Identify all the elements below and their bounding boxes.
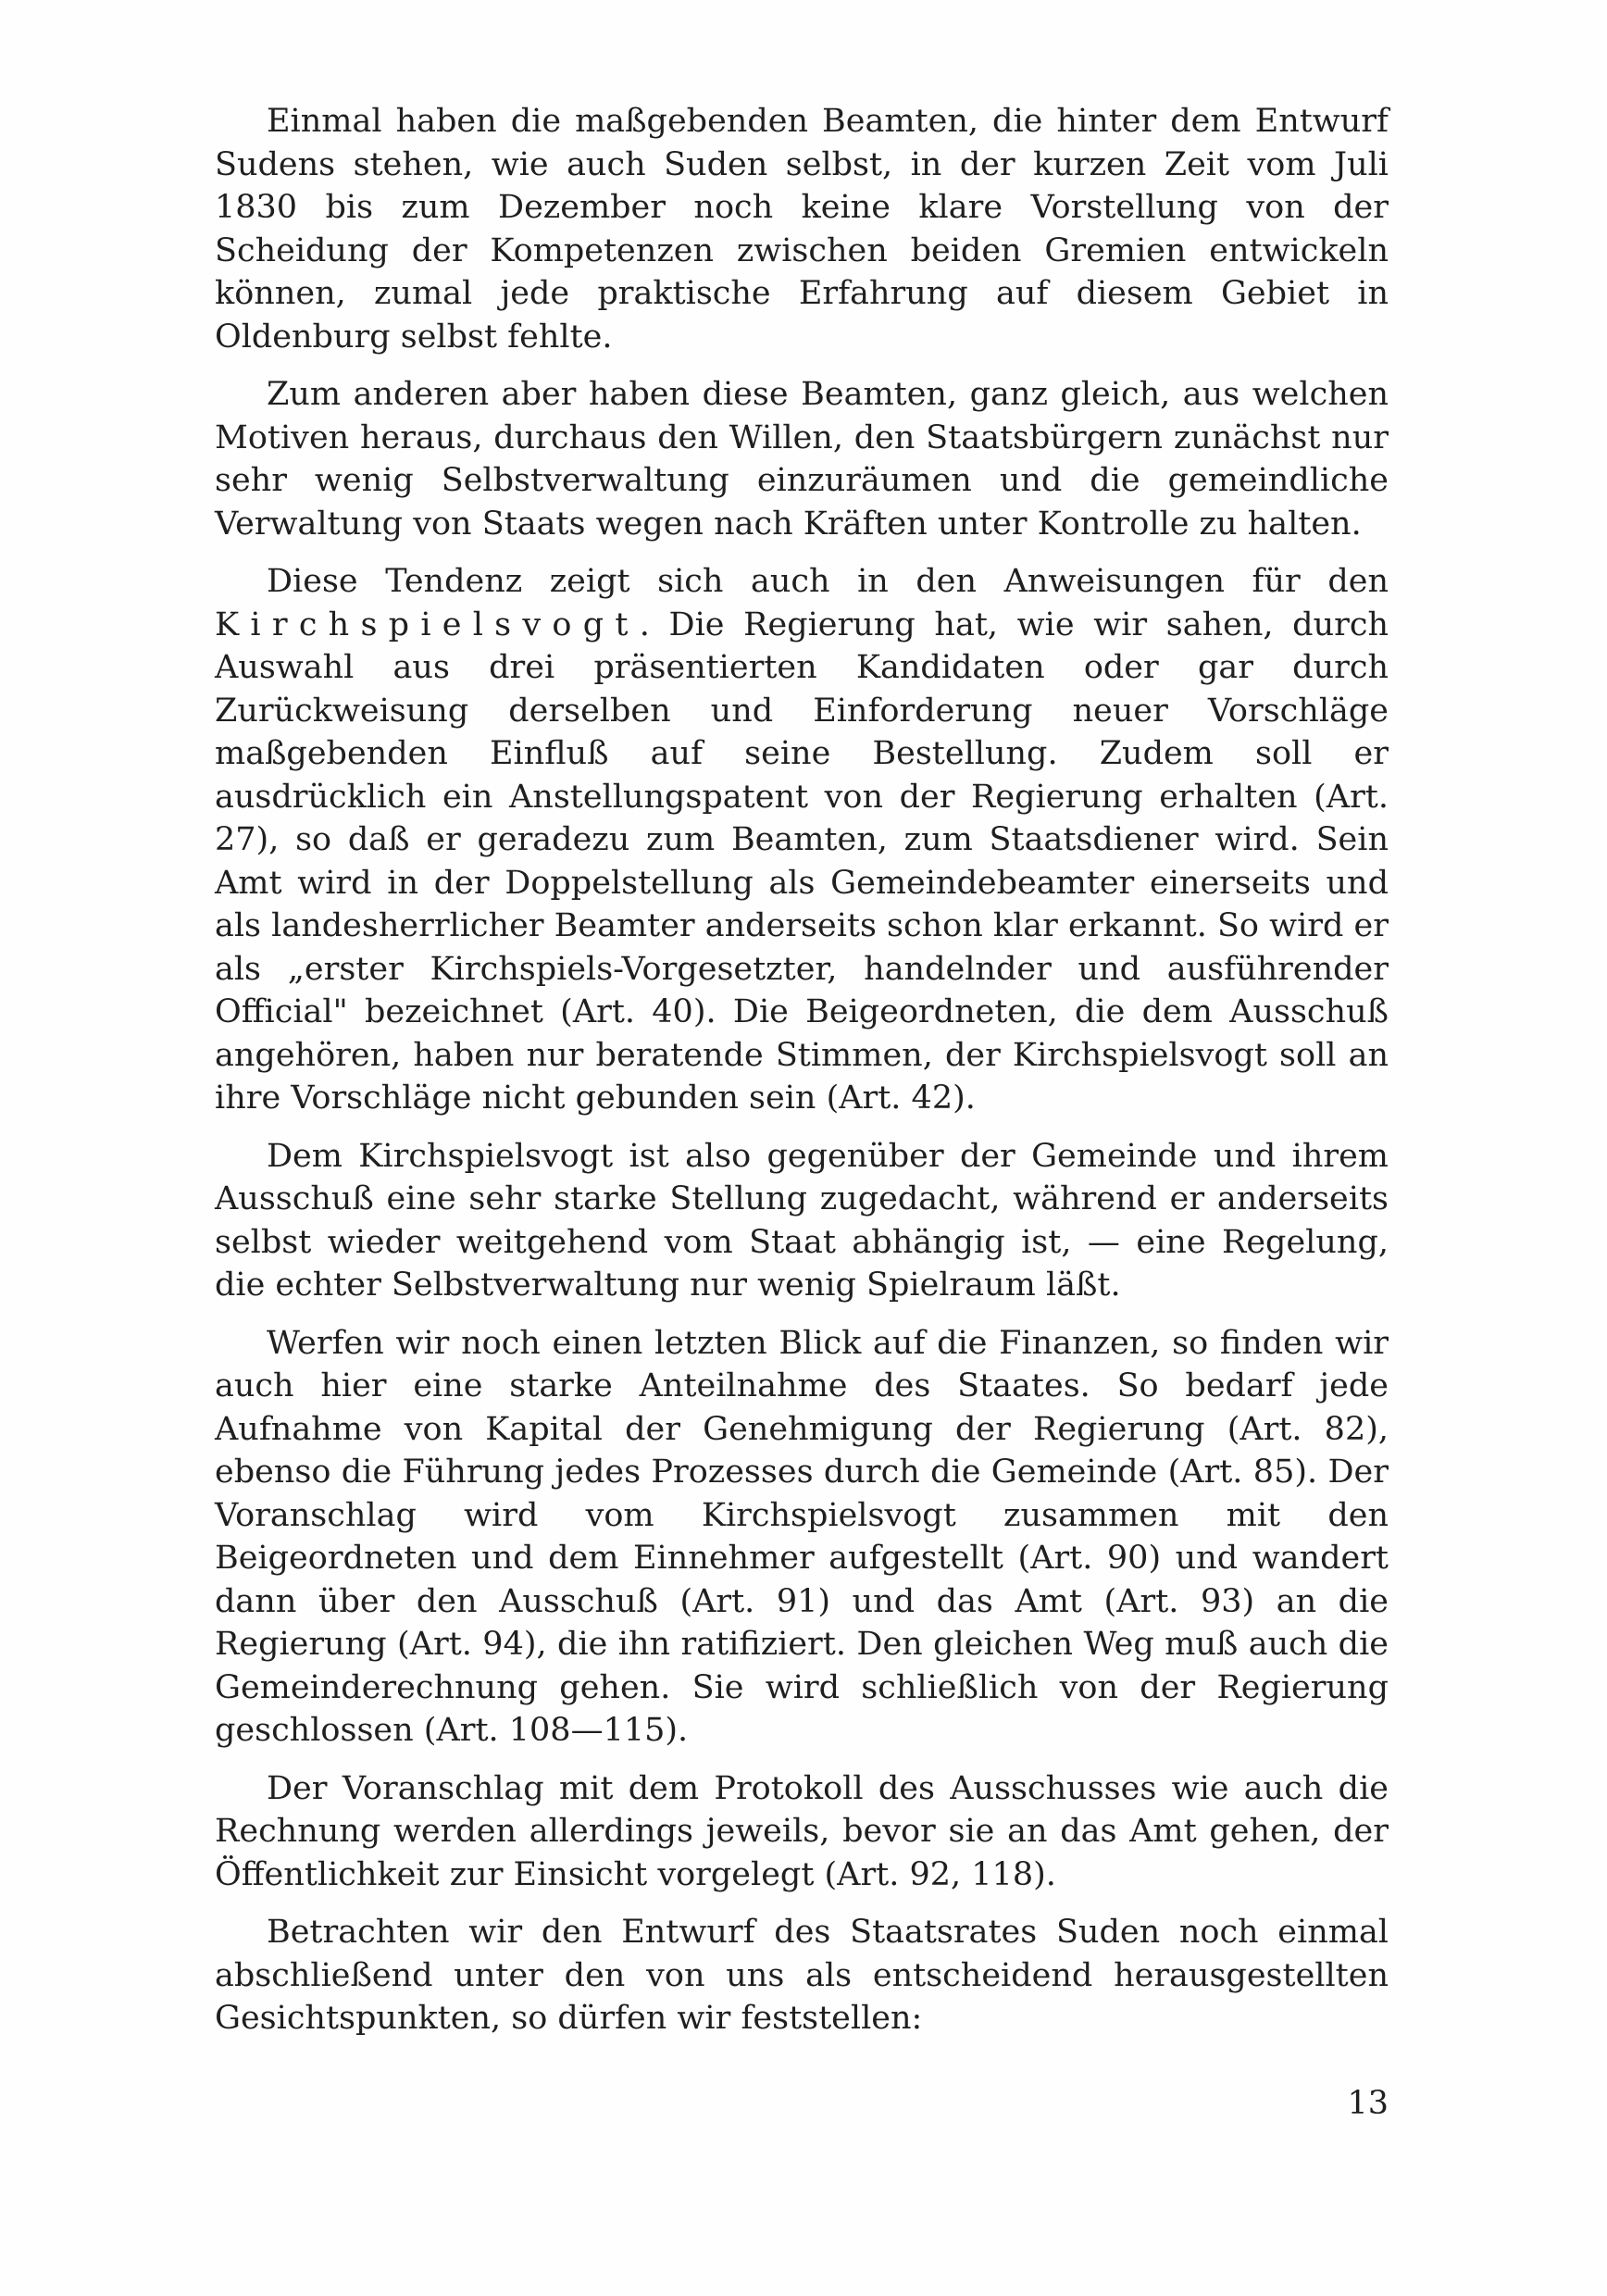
paragraph-3-rest: . Die Regierung hat, wie wir sahen, durch Auswahl aus drei präsentierten Kandidaten oder gar durch Zurückweisung derselben und Einforderung neuer Vorschläge maßgebenden Einfluß auf seine Bestellung. Zudem soll er ausdrücklich ein Anstellungspatent von der Regierung erhalten (Art. 27), so daß er geradezu zum Beamten, zum Staatsdiener wird. Sein Amt wird in der Doppelstellung als Gemeindebeamter einerseits und als landesherrlicher Beamter anderseits schon klar erkannt. So wird er als „erster Kirchspiels-Vorgesetzter, handelnder und ausführender Official" bezeichnet (Art. 40). Die Beigeordneten, die dem Ausschuß angehören, haben nur beratende Stimmen, der Kirchspielsvogt soll an ihre Vorschläge nicht gebunden sein (Art. 42). [215, 605, 1389, 1117]
paragraph-6: Der Voranschlag mit dem Protokoll des Ausschusses wie auch die Rechnung werden allerdings jeweils, bevor sie an das Amt gehen, der Öffentlichkeit zur Einsicht vorgelegt (Art. 92, 118). [215, 1769, 1389, 1893]
page-number: 13 [1347, 2085, 1389, 2122]
paragraph-3-start: Diese Tendenz zeigt sich auch in den Anweisungen für den [267, 563, 1389, 600]
paragraph-1: Einmal haben die maßgebenden Beamten, die hinter dem Entwurf Sudens stehen, wie auch Suden selbst, in der kurzen Zeit vom Juli 1830 bis zum Dezember noch keine klare Vorstellung von der Scheidung der Kompetenzen zwischen beiden Gremien entwickeln können, zumal jede praktische Erfahrung auf diesem Gebiet in Oldenburg selbst fehlte. [215, 103, 1389, 356]
paragraph-3 [215, 560, 1389, 1120]
paragraph-7: Betrachten wir den Entwurf des Staatsrates Suden noch einmal abschließend unter den von uns als entscheidend herausgestellten Gesichtspunkten, so dürfen wir feststellen: [215, 1914, 1389, 2037]
paragraph-4: Dem Kirchspielsvogt ist also gegenüber der Gemeinde und ihrem Ausschuß eine sehr starke Stellung zugedacht, während er anderseits selbst wieder weitgehend vom Staat abhängig ist, — eine Regelung, die echter Selbstverwaltung nur wenig Spielraum läßt. [215, 1137, 1389, 1304]
body-text [215, 100, 1389, 2055]
paragraph-5: Werfen wir noch einen letzten Blick auf die Finanzen, so finden wir auch hier eine starke Anteilnahme des Staates. So bedarf jede Aufnahme von Kapital der Genehmigung der Regierung (Art. 82), ebenso die Führung jedes Prozesses durch die Gemeinde (Art. 85). Der Voranschlag wird vom Kirchspielsvogt zusammen mit den Beigeordneten und dem Einnehmer aufgestellt (Art. 90) und wandert dann über den Ausschuß (Art. 91) und das Amt (Art. 93) an die Regierung (Art. 94), die ihn ratifiziert. Den gleichen Weg muß auch die Gemeinderechnung gehen. Sie wird schließlich von der Regierung geschlossen (Art. 108—115). [215, 1324, 1389, 1749]
paragraph-2: Zum anderen aber haben diese Beamten, ganz gleich, aus welchen Motiven heraus, durchaus den Willen, den Staatsbürgern zunächst nur sehr wenig Selbstverwaltung einzuräumen und die gemeindliche Verwaltung von Staats wegen nach Kräften unter Kontrolle zu halten. [215, 376, 1389, 543]
emphasized-term: Kirchspielsvogt [215, 605, 640, 643]
